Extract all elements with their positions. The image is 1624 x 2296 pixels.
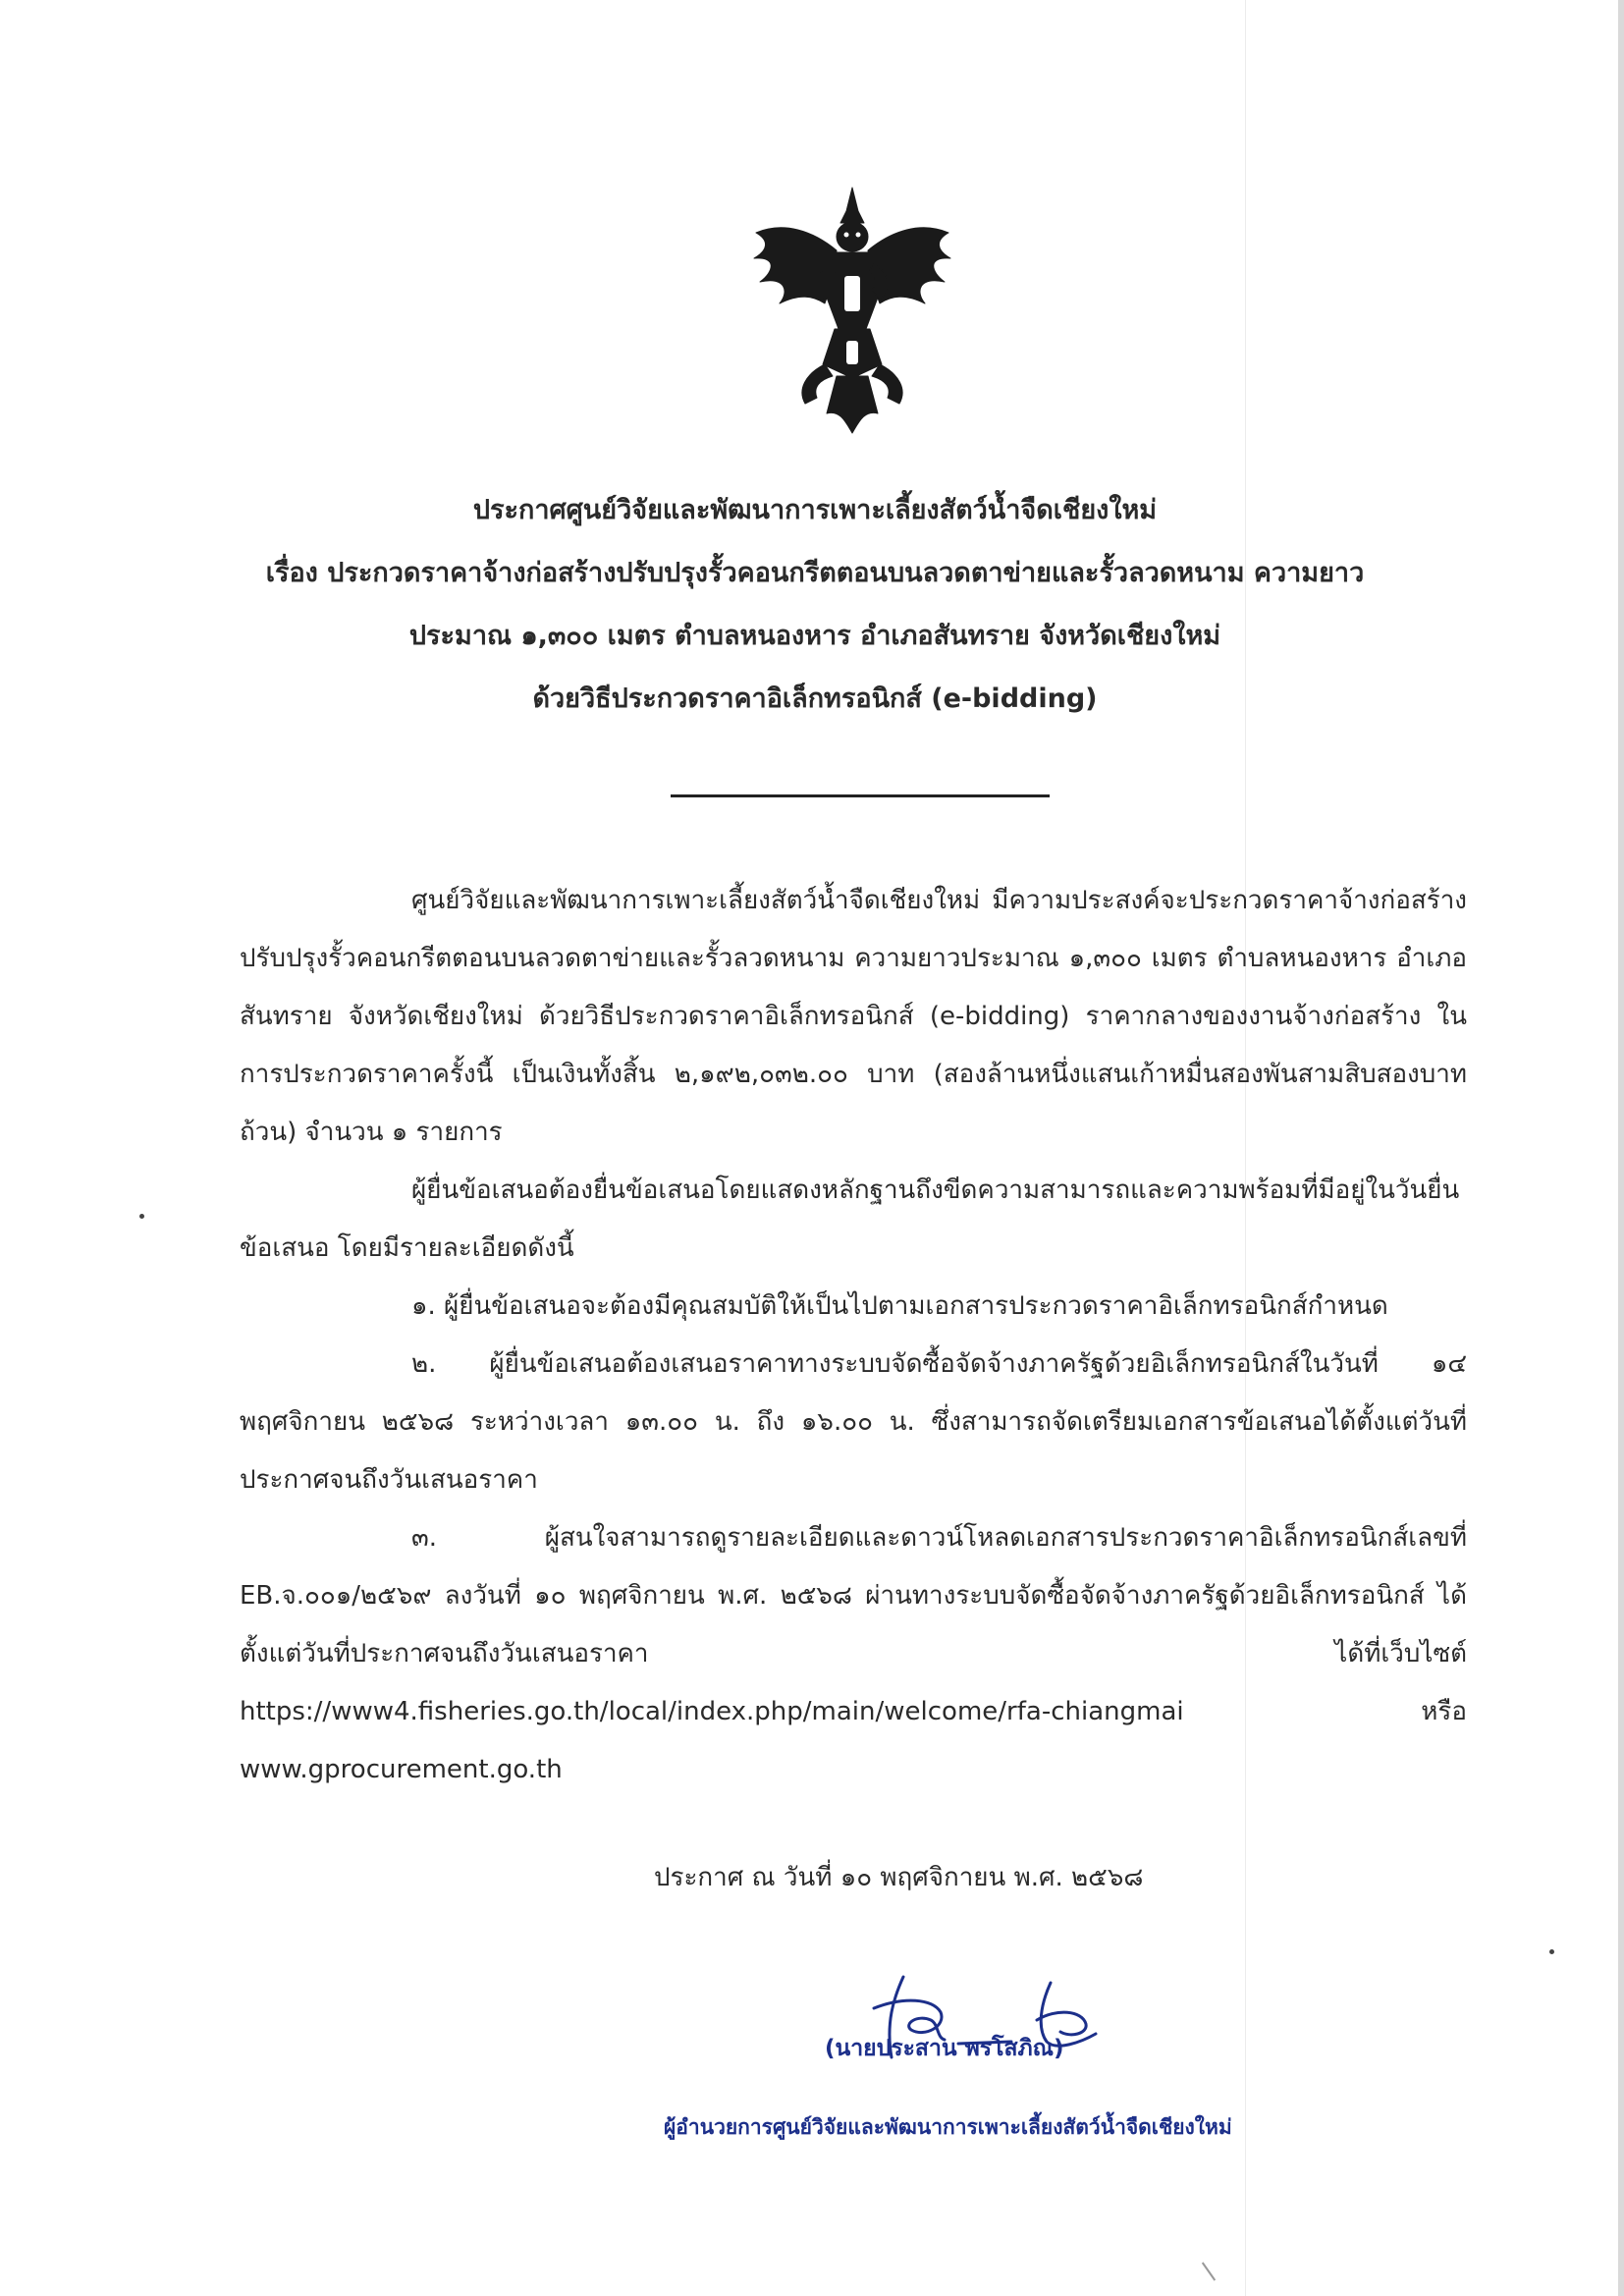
scan-edge	[1618, 0, 1624, 2296]
scan-mark	[1202, 2262, 1216, 2280]
announcement-body	[240, 872, 1467, 1799]
title-divider	[671, 794, 1050, 797]
list-item-3: ๓. ผู้สนใจสามารถดูรายละเอียดและดาวน์โหลดเอกสารประกวดราคาอิเล็กทรอนิกส์เลขที่ EB.จ.๐๐๑/๒๕๖๙ ลงวันที่ ๑๐ พฤศจิกายน พ.ศ. ๒๕๖๘ ผ่านทางระบบจัดซื้อจัดจ้างภาครัฐด้วยอิเล็กทรอนิกส์ ได้ตั้งแต่วันที่ประกาศจนถึงวันเสนอราคา ได้ที่เว็บไซต์ https://www4.fisheries.go.th/local/index.php/main/welcome/rfa-chiangmai หรือ www.gprocurement.go.th	[240, 1523, 1467, 1784]
title-line-2: เรื่อง ประกวดราคาจ้างก่อสร้างปรับปรุงรั้วคอนกรีตตอนบนลวดตาข่ายและรั้วลวดหนาม ความยาว	[265, 558, 1365, 588]
title-line-4: ด้วยวิธีประกวดราคาอิเล็กทรอนิกส์ (e-bidding)	[532, 683, 1098, 714]
signer-name: (นายประสาน พรโสภิณ)	[825, 2036, 1064, 2061]
announcement-title	[118, 479, 1512, 731]
scan-speck	[1549, 1949, 1554, 1954]
paragraph-1: ศูนย์วิจัยและพัฒนาการเพาะเลี้ยงสัตว์น้ำจืดเชียงใหม่ มีความประสงค์จะประกวดราคาจ้างก่อสร้างปรับปรุงรั้วคอนกรีตตอนบนลวดตาข่ายและรั้วลวดหนาม ความยาวประมาณ ๑,๓๐๐ เมตร ตำบลหนองหาร อำเภอสันทราย จังหวัดเชียงใหม่ ด้วยวิธีประกวดราคาอิเล็กทรอนิกส์ (e-bidding) ราคากลางของงานจ้างก่อสร้าง ในการประกวดราคาครั้งนี้ เป็นเงินทั้งสิ้น ๒,๑๙๒,๐๓๒.๐๐ บาท (สองล้านหนึ่งแสนเก้าหมื่นสองพันสามสิบสองบาทถ้วน) จำนวน ๑ รายการ	[240, 886, 1467, 1147]
title-line-3: ประมาณ ๑,๓๐๐ เมตร ตำบลหนองหาร อำเภอสันทราย จังหวัดเชียงใหม่	[408, 621, 1221, 651]
paragraph-2: ผู้ยื่นข้อเสนอต้องยื่นข้อเสนอโดยแสดงหลักฐานถึงขีดความสามารถและความพร้อมที่มีอยู่ในวันยื่นข้อเสนอ โดยมีรายละเอียดดังนี้	[240, 1175, 1460, 1263]
announcement-date: ประกาศ ณ วันที่ ๑๐ พฤศจิกายน พ.ศ. ๒๕๖๘	[654, 1863, 1144, 1892]
list-item-2: ๒. ผู้ยื่นข้อเสนอต้องเสนอราคาทางระบบจัดซื้อจัดจ้างภาครัฐด้วยอิเล็กทรอนิกส์ในวันที่ ๑๔ พฤศจิกายน ๒๕๖๘ ระหว่างเวลา ๑๓.๐๐ น. ถึง ๑๖.๐๐ น. ซึ่งสามารถจัดเตรียมเอกสารข้อเสนอได้ตั้งแต่วันที่ประกาศจนถึงวันเสนอราคา	[240, 1349, 1467, 1495]
garuda-emblem-icon	[734, 182, 970, 437]
list-item-1: ๑. ผู้ยื่นข้อเสนอจะต้องมีคุณสมบัติให้เป็นไปตามเอกสารประกวดราคาอิเล็กทรอนิกส์กำหนด	[411, 1291, 1388, 1321]
scan-speck	[139, 1214, 144, 1219]
title-line-1: ประกาศศูนย์วิจัยและพัฒนาการเพาะเลี้ยงสัตว์น้ำจืดเชียงใหม่	[472, 495, 1158, 525]
signer-position: ผู้อำนวยการศูนย์วิจัยและพัฒนาการเพาะเลี้ยงสัตว์น้ำจืดเชียงใหม่	[664, 2115, 1232, 2139]
